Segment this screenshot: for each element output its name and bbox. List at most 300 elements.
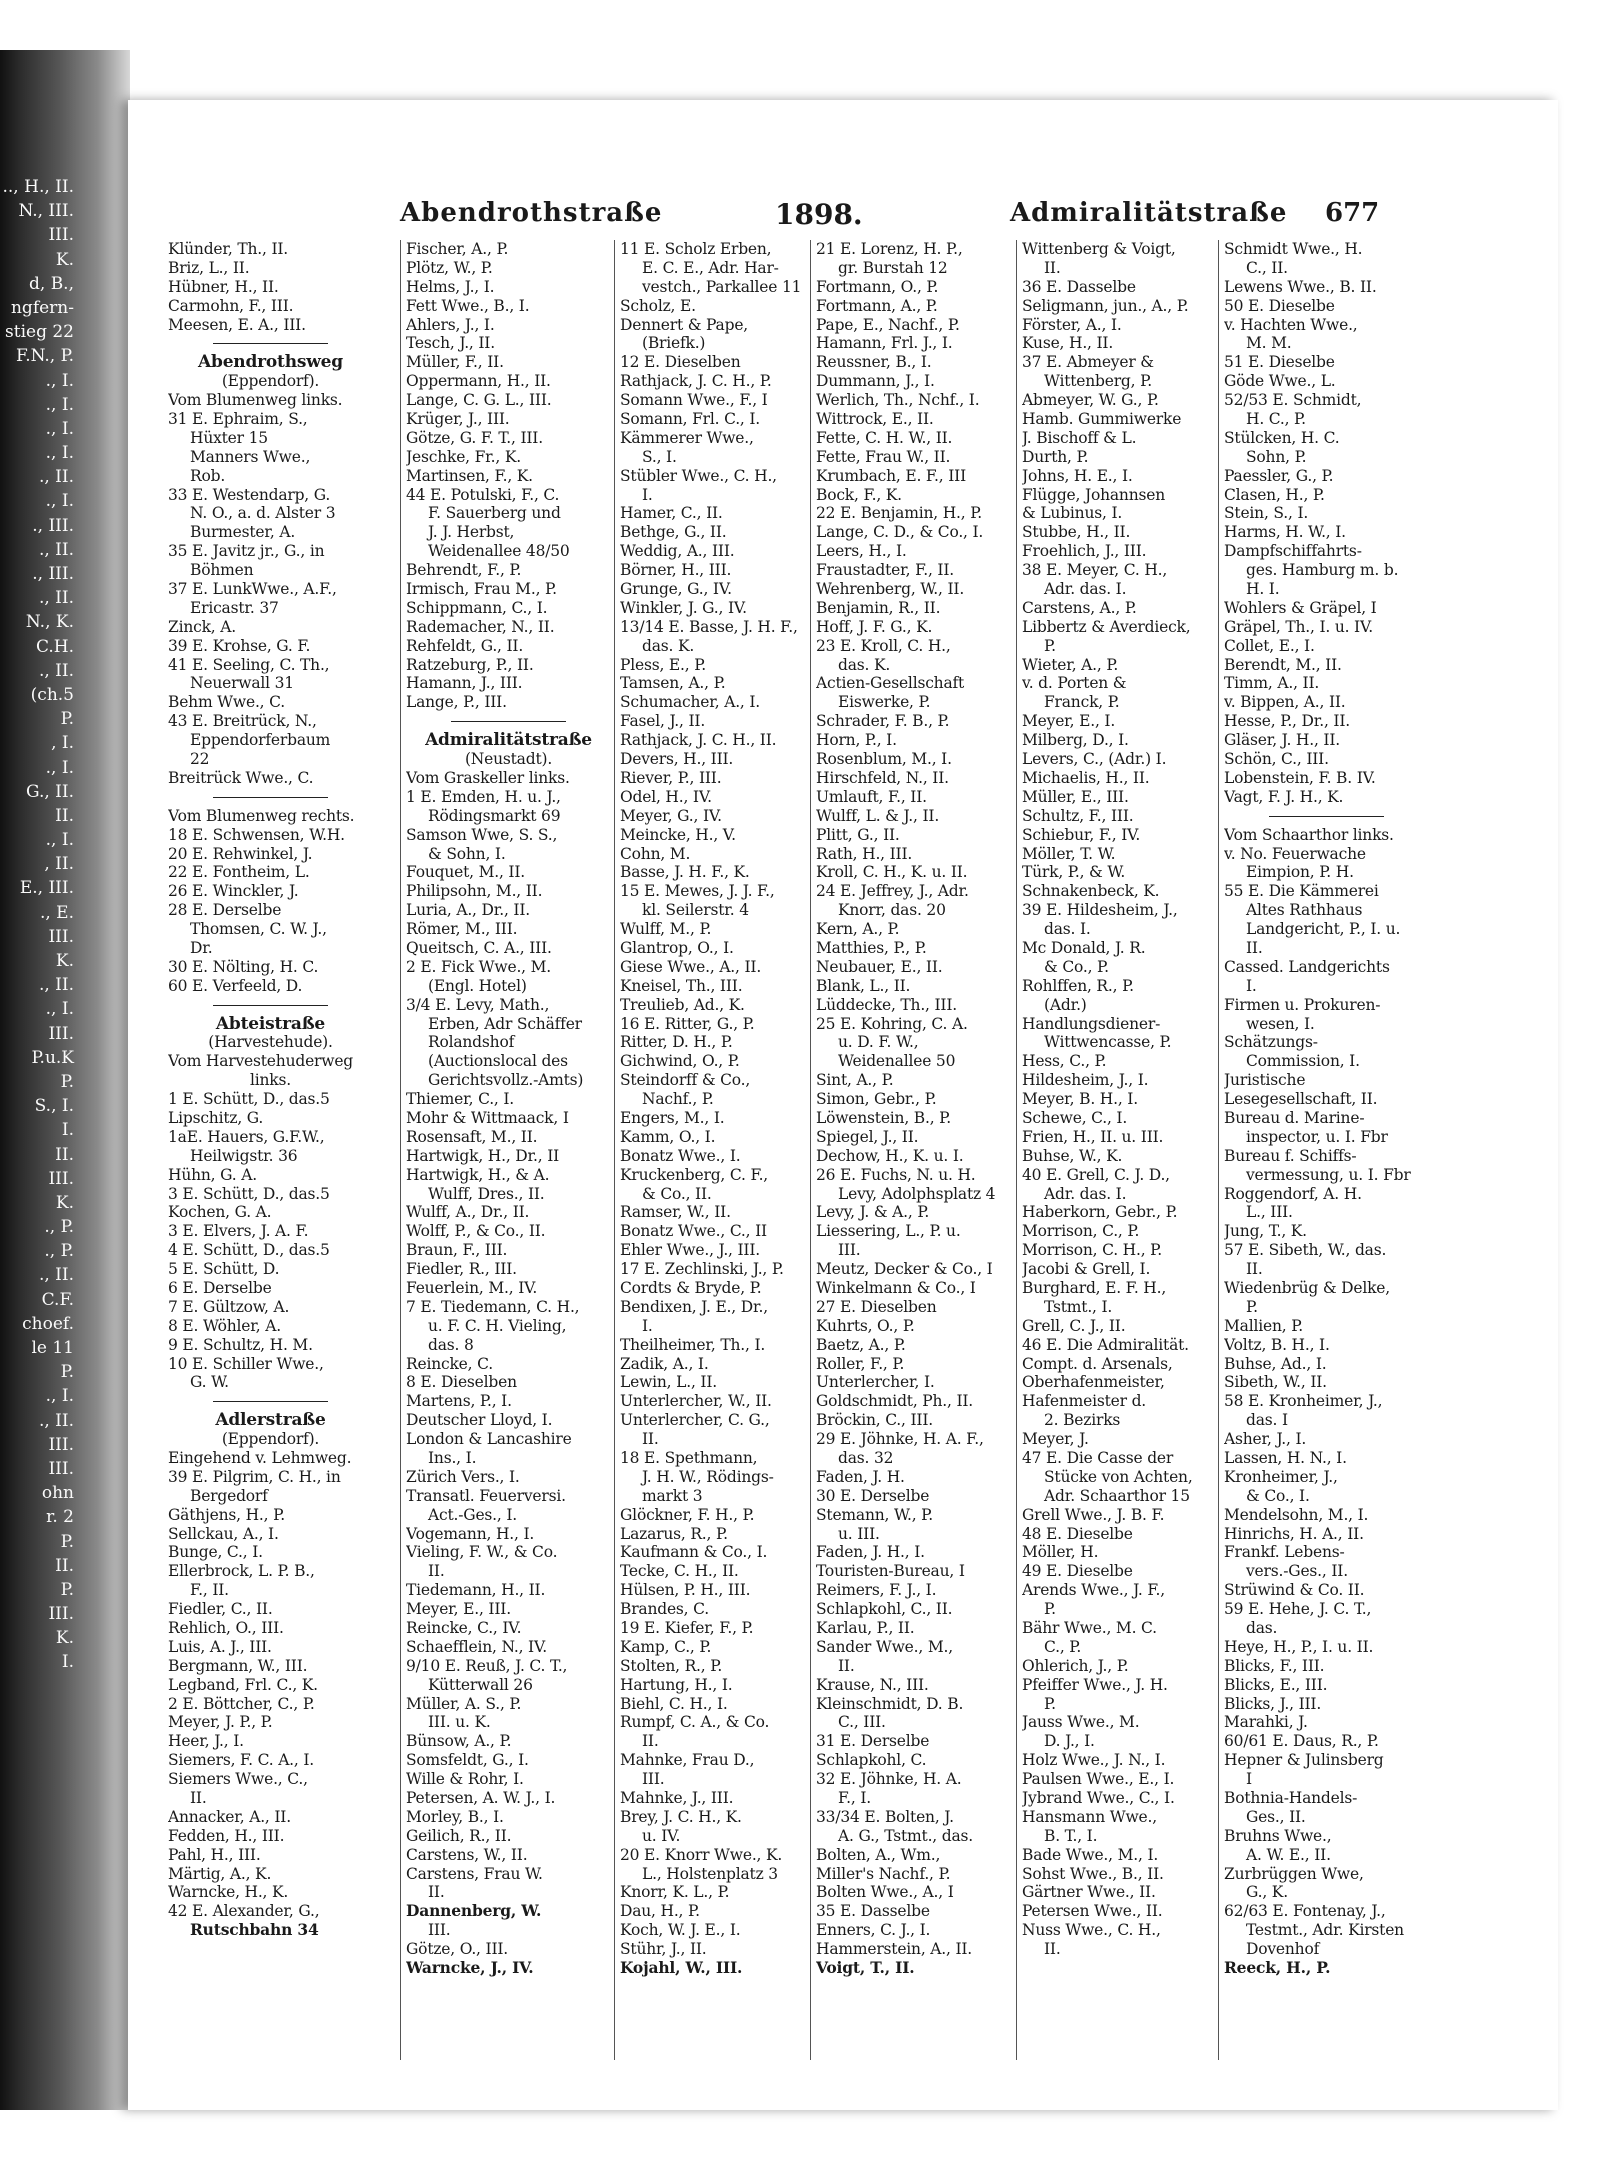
directory-entry: Ericastr. 37	[190, 598, 279, 617]
directory-entry: Umlauft, F., II.	[816, 787, 927, 806]
directory-entry: Schön, C., III.	[1224, 750, 1329, 769]
directory-entry: E. C. E., Adr. Har-	[642, 258, 779, 277]
directory-entry: 12 E. Dieselben	[620, 353, 741, 372]
directory-entry: Pahl, H., III.	[168, 1845, 261, 1864]
directory-entry: F., I.	[838, 1789, 871, 1808]
directory-entry: Kamp, C., P.	[620, 1637, 712, 1656]
directory-entry: Briz, L., II.	[168, 258, 250, 277]
directory-entry: Dechow, H., K. u. I.	[816, 1146, 964, 1165]
directory-entry: Sellckau, A., I.	[168, 1524, 279, 1543]
directory-entry: Reincke, C., IV.	[406, 1619, 522, 1638]
directory-entry: H. C., P.	[1246, 410, 1306, 429]
directory-entry: Abmeyer, W. G., P.	[1022, 391, 1159, 410]
facing-page-fragment: N., III.	[18, 201, 74, 222]
directory-entry: 62/63 E. Fontenay, J.,	[1224, 1902, 1386, 1921]
facing-page-fragment: K.	[55, 1628, 74, 1649]
directory-entry: Hess, C., P.	[1022, 1052, 1107, 1071]
directory-entry: Hartung, H., I.	[620, 1675, 733, 1694]
facing-page-fragment: ., P.	[44, 1217, 74, 1238]
facing-page-fragment: ., III.	[32, 564, 74, 584]
directory-entry: Wehrenberg, W., II.	[816, 580, 965, 599]
directory-entry: wesen, I.	[1246, 1014, 1315, 1033]
facing-page-fragment: III.	[48, 926, 74, 947]
directory-entry: Frien, H., II. u. III.	[1022, 1127, 1164, 1146]
directory-entry: Nuss Wwe., C. H.,	[1022, 1921, 1161, 1940]
directory-entry: M. M.	[1246, 334, 1292, 353]
directory-entry: I	[1246, 1770, 1252, 1789]
directory-entry: 30 E. Nölting, H. C.	[168, 957, 319, 976]
directory-entry: Clasen, H., P.	[1224, 485, 1325, 504]
directory-entry: Paessler, G., P.	[1224, 466, 1334, 485]
directory-entry: 37 E. Abmeyer &	[1022, 353, 1154, 372]
directory-entry: Landgericht, P., I. u.	[1246, 920, 1401, 939]
directory-entry: Lange, P., III.	[406, 693, 507, 712]
directory-entry: Bureau d. Marine-	[1224, 1108, 1365, 1127]
directory-entry: 20 E. Rehwinkel, J.	[168, 844, 313, 863]
directory-entry: II.	[1246, 938, 1263, 957]
directory-entry: Fette, Frau W., II.	[816, 447, 951, 466]
directory-entry: Kronheimer, J.,	[1224, 1467, 1338, 1486]
directory-entry: Fortmann, O., P.	[816, 277, 939, 296]
directory-entry: inspector, u. I. Fbr	[1246, 1127, 1388, 1146]
directory-entry: Touristen-Bureau, I	[816, 1562, 965, 1581]
directory-entry: 8 E. Dieselben	[406, 1373, 517, 1392]
directory-entry: 23 E. Kroll, C. H.,	[816, 636, 951, 655]
directory-entry: Erben, Adr Schäffer	[428, 1014, 582, 1033]
directory-entry: 21 E. Lorenz, H. P.,	[816, 240, 963, 258]
directory-entry: Ges., II.	[1246, 1807, 1306, 1826]
directory-entry: III.	[642, 1770, 665, 1789]
directory-entry: Bunge, C., I.	[168, 1543, 263, 1562]
directory-entry: Weddig, A., III.	[620, 542, 735, 561]
directory-entry: Hildesheim, J., I.	[1022, 1071, 1149, 1090]
directory-column-5	[1022, 240, 1227, 2060]
directory-entry: links.	[250, 1071, 291, 1090]
directory-entry: Werlich, Th., Nchf., I.	[816, 391, 980, 410]
directory-entry: Fischer, A., P.	[406, 240, 509, 258]
directory-entry: 10 E. Schiller Wwe.,	[168, 1354, 324, 1373]
directory-entry: Hartwigk, H., Dr., II	[406, 1146, 560, 1165]
directory-entry: 50 E. Dieselbe	[1224, 296, 1335, 315]
directory-entry: Lazarus, R., P.	[620, 1524, 728, 1543]
facing-page-fragment: ., E.	[39, 902, 74, 923]
directory-entry: (Adr.)	[1044, 995, 1087, 1014]
directory-entry: v. No. Feuerwache	[1224, 844, 1366, 863]
directory-entry: II.	[642, 1732, 659, 1751]
directory-entry: Petersen Wwe., II.	[1022, 1902, 1163, 1921]
directory-entry: Legband, Frl. C., K.	[168, 1675, 318, 1694]
directory-entry: 26 E. Winckler, J.	[168, 882, 299, 901]
directory-entry: Lewens Wwe., B. II.	[1224, 277, 1377, 296]
directory-entry: 8 E. Wöhler, A.	[168, 1316, 281, 1335]
directory-entry: Oberhafenmeister,	[1022, 1373, 1165, 1392]
directory-entry: 37 E. LunkWwe., A.F.,	[168, 580, 337, 599]
directory-entry: Winkelmann & Co., I	[816, 1278, 976, 1297]
directory-entry: Sibeth, W., II.	[1224, 1373, 1327, 1392]
directory-entry: Kern, A., P.	[816, 920, 900, 939]
directory-entry: 3 E. Elvers, J. A. F.	[168, 1222, 309, 1241]
directory-entry: & Co., I.	[1246, 1486, 1310, 1505]
directory-entry: Eiswerke, P.	[838, 693, 931, 712]
directory-entry: Wulff, Dres., II.	[428, 1184, 545, 1203]
directory-entry: das.	[1246, 1619, 1278, 1638]
directory-entry: Rehfeldt, G., II.	[406, 636, 524, 655]
directory-entry: Dannenberg, W.	[406, 1902, 542, 1921]
directory-entry: Müller, F., II.	[406, 353, 504, 372]
directory-entry: B. T., I.	[1044, 1826, 1098, 1845]
facing-page-fragment: I.	[61, 1120, 74, 1141]
directory-entry: Krumbach, E. F., III	[816, 466, 967, 485]
directory-entry: Götze, O., III.	[406, 1940, 509, 1959]
directory-entry: Actien-Gesellschaft	[816, 674, 965, 693]
directory-entry: Manners Wwe.,	[190, 447, 311, 466]
directory-entry: Zurbrüggen Wwe,	[1224, 1864, 1364, 1883]
directory-entry: Plötz, W., P.	[406, 258, 493, 277]
directory-entry: Gäthjens, H., P.	[168, 1505, 285, 1524]
directory-entry: u. IV.	[642, 1826, 681, 1845]
directory-entry: 55 E. Die Kämmerei	[1224, 882, 1379, 901]
facing-page-fragment: ., I.	[45, 1386, 74, 1407]
facing-page-fragment: S., I.	[34, 1096, 74, 1117]
directory-entry: (Eppendorf).	[221, 372, 320, 391]
directory-entry: (Eppendorf).	[221, 1430, 320, 1449]
directory-entry: Marahki, J.	[1224, 1713, 1308, 1732]
directory-entry: Lange, C. G. L., III.	[406, 391, 552, 410]
directory-entry: Kleinschmidt, D. B.	[816, 1694, 964, 1713]
facing-page-fragment: , II.	[44, 854, 74, 875]
directory-entry: Arends Wwe., J. F.,	[1022, 1581, 1165, 1600]
directory-entry: 49 E. Dieselbe	[1022, 1562, 1133, 1581]
directory-entry: Wiedenbrüg & Delke,	[1224, 1278, 1391, 1297]
directory-entry: Eppendorferbaum	[190, 731, 331, 750]
directory-entry: Stubbe, H., II.	[1022, 523, 1131, 542]
directory-entry: Schlapkohl, C., II.	[816, 1600, 953, 1619]
directory-entry: Bothnia-Handels-	[1224, 1789, 1358, 1808]
directory-entry: Cassed. Landgerichts	[1224, 957, 1390, 976]
directory-entry: Dovenhof	[1246, 1940, 1320, 1959]
directory-entry: Commission, I.	[1246, 1052, 1360, 1071]
directory-entry: Leers, H., I.	[816, 542, 907, 561]
directory-entry: 43 E. Breitrück, N.,	[168, 712, 317, 731]
directory-entry: Braun, F., III.	[406, 1241, 508, 1260]
directory-entry: A. W. E., II.	[1246, 1845, 1331, 1864]
directory-entry: Glöckner, F. H., P.	[620, 1505, 755, 1524]
directory-entry: Kütterwall 26	[428, 1675, 533, 1694]
directory-entry: Hansmann Wwe.,	[1022, 1807, 1157, 1826]
directory-entry: Stemann, W., P.	[816, 1505, 933, 1524]
directory-entry: Rathjack, J. C. H., II.	[620, 731, 777, 750]
directory-entry: Biehl, C. H., I.	[620, 1694, 728, 1713]
facing-page-fragment: le 11	[31, 1338, 74, 1358]
directory-entry: Stülcken, H. C.	[1224, 428, 1340, 447]
directory-entry: Brey, J. C. H., K.	[620, 1807, 742, 1826]
directory-entry: 25 E. Kohring, C. A.	[816, 1014, 968, 1033]
facing-page-fragment: ., I.	[45, 443, 74, 464]
directory-entry: u. D. F. W.,	[838, 1033, 919, 1052]
directory-entry: 24 E. Jeffrey, J., Adr.	[816, 882, 969, 901]
directory-entry: Testmt., Adr. Kirsten	[1246, 1921, 1404, 1940]
directory-entry: Winkler, J. G., IV.	[620, 598, 747, 617]
directory-entry: Bergedorf	[190, 1486, 268, 1505]
directory-entry: Meyer, E., I.	[1022, 712, 1116, 731]
directory-entry: 30 E. Derselbe	[816, 1486, 930, 1505]
directory-entry: Faden, J. H., I.	[816, 1543, 925, 1562]
directory-column-3	[620, 240, 825, 2060]
directory-entry: Gräpel, Th., I. u. IV.	[1224, 617, 1373, 636]
directory-entry: Rumpf, C. A., & Co.	[620, 1713, 770, 1732]
directory-entry: Sander Wwe., M.,	[816, 1637, 953, 1656]
directory-entry: Meyer, G., IV.	[620, 806, 722, 825]
facing-page-fragment: P.	[60, 1531, 74, 1552]
directory-entry: Ratzeburg, P., II.	[406, 655, 534, 674]
directory-entry: II.	[1044, 258, 1061, 277]
directory-entry: 41 E. Seeling, C. Th.,	[168, 655, 330, 674]
directory-entry: (Engl. Hotel)	[428, 976, 527, 995]
directory-entry: Tiedemann, H., II.	[406, 1581, 546, 1600]
directory-entry: Martinsen, F., K.	[406, 466, 533, 485]
directory-entry: Meyer, J. P., P.	[168, 1713, 273, 1732]
directory-entry: Bolten, A., Wm.,	[816, 1845, 941, 1864]
directory-entry: Carstens, A., P.	[1022, 598, 1137, 617]
directory-entry: Wittwencasse, P.	[1044, 1033, 1172, 1052]
directory-entry: das. 32	[838, 1449, 894, 1467]
directory-entry: Roggendorf, A. H.	[1224, 1184, 1362, 1203]
directory-entry: Hafenmeister d.	[1022, 1392, 1147, 1411]
directory-entry: 16 E. Ritter, G., P.	[620, 1014, 755, 1033]
directory-entry: L., Holstenplatz 3	[642, 1864, 778, 1883]
directory-entry: Schnakenbeck, K.	[1022, 882, 1160, 901]
directory-entry: Hamb. Gummiwerke	[1022, 410, 1182, 429]
directory-entry: Treulieb, Ad., K.	[620, 995, 745, 1014]
directory-entry: v. d. Porten &	[1022, 674, 1127, 693]
directory-entry: Kojahl, W., III.	[620, 1959, 743, 1978]
directory-entry: Breitrück Wwe., C.	[168, 768, 314, 787]
directory-entry: I.	[642, 1316, 653, 1335]
directory-entry: vermessung, u. I. Fbr	[1246, 1165, 1411, 1184]
directory-entry: 38 E. Meyer, C. H.,	[1022, 561, 1168, 580]
directory-entry: Hoff, J. F. G., K.	[816, 617, 933, 636]
directory-entry: Faden, J. H.	[816, 1467, 905, 1486]
directory-entry: Ramser, W., II.	[620, 1203, 731, 1222]
facing-page-fragment: N., K.	[25, 612, 74, 633]
directory-entry: 60/61 E. Daus, R., P.	[1224, 1732, 1379, 1751]
directory-entry: Neubauer, E., II.	[816, 957, 943, 976]
page-header	[155, 198, 1550, 238]
facing-page-fragment: K.	[55, 1192, 74, 1213]
directory-entry: Collet, E., I.	[1224, 636, 1315, 655]
directory-entry: J. J. Herbst,	[428, 523, 515, 542]
directory-entry: Vagt, F. J. H., K.	[1224, 787, 1344, 806]
directory-entry: Libbertz & Averdieck,	[1022, 617, 1191, 636]
facing-page-fragment: ., II.	[38, 588, 74, 609]
directory-entry: & Co., II.	[642, 1184, 712, 1203]
street-heading: Abteistraße	[215, 1014, 326, 1034]
directory-entry: 11 E. Scholz Erben,	[620, 240, 772, 258]
directory-entry: Timm, A., II.	[1224, 674, 1320, 693]
directory-entry: Milberg, D., I.	[1022, 731, 1129, 750]
facing-page-fragment: ., I.	[45, 757, 74, 778]
facing-page-fragment: ohn	[41, 1483, 74, 1504]
directory-entry: Fortmann, A., P.	[816, 296, 938, 315]
directory-column-2	[406, 240, 611, 2060]
directory-entry: G. W.	[190, 1373, 229, 1392]
directory-entry: Spiegel, J., II.	[816, 1127, 919, 1146]
directory-entry: 22 E. Benjamin, H., P.	[816, 504, 983, 523]
directory-entry: Ahlers, J., I.	[406, 315, 495, 334]
directory-entry: Eimpion, P. H.	[1246, 863, 1354, 882]
column-divider	[1218, 240, 1219, 2060]
directory-entry: Vom Blumenweg links.	[168, 391, 343, 410]
street-heading: Abendrothsweg	[198, 353, 343, 373]
directory-entry: vestch., Parkallee 11	[642, 277, 802, 296]
directory-entry: Ellerbrock, L. P. B.,	[168, 1562, 315, 1581]
directory-entry: Voigt, T., II.	[816, 1959, 915, 1978]
facing-page-fragment: ., II.	[38, 1410, 74, 1431]
directory-entry: 57 E. Sibeth, W., das.	[1224, 1241, 1387, 1260]
directory-entry: Börner, H., III.	[620, 561, 732, 580]
directory-entry: Meutz, Decker & Co., I	[816, 1260, 993, 1279]
directory-entry: Carmohn, F., III.	[168, 296, 294, 315]
directory-entry: Wille & Rohr, I.	[406, 1770, 524, 1789]
directory-entry: Kochen, G. A.	[168, 1203, 272, 1222]
directory-entry: 31 E. Derselbe	[816, 1732, 930, 1751]
directory-entry: Schumacher, A., I.	[620, 693, 761, 712]
directory-entry: Horn, P., I.	[816, 731, 897, 750]
directory-entry: Gläser, J. H., II.	[1224, 731, 1341, 750]
directory-entry: Tamsen, A., P.	[620, 674, 726, 693]
directory-entry: Rosensaft, M., II.	[406, 1127, 538, 1146]
directory-entry: Annacker, A., II.	[168, 1807, 291, 1826]
directory-entry: Gichwind, O., P.	[620, 1052, 740, 1071]
directory-entry: A. G., Tstmt., das.	[838, 1826, 974, 1845]
directory-entry: Burmester, A.	[190, 523, 296, 542]
directory-entry: Kämmerer Wwe.,	[620, 428, 754, 447]
directory-entry: Wittenberg, P.	[1044, 372, 1152, 391]
facing-page-fragment: ., P.	[44, 1241, 74, 1262]
directory-entry: Durth, P.	[1022, 447, 1089, 466]
directory-entry: Adr. das. I.	[1044, 1184, 1127, 1203]
directory-entry: 22 E. Fontheim, L.	[168, 863, 310, 882]
directory-entry: Johns, H. E., I.	[1022, 466, 1133, 485]
directory-entry: Tstmt., I.	[1044, 1297, 1113, 1316]
directory-entry: Fasel, J., II.	[620, 712, 706, 731]
directory-entry: 5 E. Schütt, D.	[168, 1260, 280, 1279]
directory-entry: Philipsohn, M., II.	[406, 882, 543, 901]
facing-page-fragment: ., I.	[45, 830, 74, 851]
directory-entry: Riever, P., III.	[620, 768, 722, 787]
directory-entry: Bade Wwe., M., I.	[1022, 1845, 1159, 1864]
directory-entry: Hepner & Julinsberg	[1224, 1751, 1384, 1770]
directory-entry: Reussner, B., I.	[816, 353, 932, 372]
directory-entry: Hartwigk, H., & A.	[406, 1165, 550, 1184]
directory-entry: 46 E. Die Admiralität.	[1022, 1335, 1189, 1354]
directory-entry: Möller, H.	[1022, 1543, 1099, 1562]
directory-entry: Glantrop, O., I.	[620, 938, 734, 957]
directory-entry: Bureau f. Schiffs-	[1224, 1146, 1357, 1165]
directory-entry: Deutscher Lloyd, I.	[406, 1411, 553, 1430]
directory-entry: 52/53 E. Schmidt,	[1224, 391, 1362, 410]
directory-entry: Kamm, O., I.	[620, 1127, 716, 1146]
directory-entry: Basse, J. H. F., K.	[620, 863, 750, 882]
directory-entry: Bock, F., K.	[816, 485, 902, 504]
directory-entry: Luria, A., Dr., II.	[406, 901, 530, 920]
directory-entry: Vom Blumenweg rechts.	[168, 806, 355, 825]
directory-entry: Cordts & Bryde, P.	[620, 1278, 762, 1297]
header-left-street: Abendrothstraße	[400, 198, 663, 228]
directory-entry: Holz Wwe., J. N., I.	[1022, 1751, 1166, 1770]
directory-entry: Jybrand Wwe., C., I.	[1022, 1789, 1175, 1808]
directory-entry: N. O., a. d. Alster 3	[190, 504, 336, 523]
directory-entry: 17 E. Zechlinski, J., P.	[620, 1260, 784, 1279]
directory-entry: Reincke, C.	[406, 1354, 493, 1373]
directory-entry: Meyer, B. H., I.	[1022, 1090, 1138, 1109]
directory-entry: Stücke von Achten,	[1044, 1467, 1193, 1486]
directory-entry: Morrison, C. H., P.	[1022, 1241, 1162, 1260]
directory-entry: Dennert & Pape,	[620, 315, 749, 334]
directory-entry: 19 E. Kiefer, F., P.	[620, 1619, 754, 1638]
directory-entry: Märtig, A., K.	[168, 1864, 272, 1883]
directory-entry: Rödingsmarkt 69	[428, 806, 561, 825]
section-divider	[406, 712, 611, 731]
directory-entry: Blank, L., II.	[816, 976, 911, 995]
directory-entry: Siemers, F. C. A., I.	[168, 1751, 315, 1770]
directory-entry: 20 E. Knorr Wwe., K.	[620, 1845, 783, 1864]
directory-entry: 2 E. Fick Wwe., M.	[406, 957, 552, 976]
directory-entry: das. 8	[428, 1335, 474, 1354]
directory-entry: das. I.	[1044, 920, 1091, 939]
facing-page-fragment: C.H.	[35, 636, 74, 657]
directory-entry: Knorr, K. L., P.	[620, 1883, 730, 1902]
directory-entry: Engers, M., I.	[620, 1108, 725, 1127]
header-right-street: Admiralitätstraße	[1010, 198, 1288, 228]
directory-entry: Burghard, E. F. H.,	[1022, 1278, 1167, 1297]
directory-entry: Unterlercher, C. G.,	[620, 1411, 770, 1430]
directory-entry: Dampfschiffahrts-	[1224, 542, 1362, 561]
directory-entry: Wittrock, E., II.	[816, 410, 934, 429]
directory-entry: Scholz, E.	[620, 296, 696, 315]
directory-entry: Ohlerich, J., P.	[1022, 1656, 1129, 1675]
directory-entry: London & Lancashire	[406, 1430, 572, 1449]
directory-entry: Gärtner Wwe., II.	[1022, 1883, 1156, 1902]
directory-entry: Lüddecke, Th., III.	[816, 995, 957, 1014]
facing-page-fragment: ., II.	[38, 660, 74, 681]
directory-entry: Rutschbahn 34	[190, 1921, 319, 1940]
directory-entry: 39 E. Hildesheim, J.,	[1022, 901, 1178, 920]
directory-entry: Voltz, B. H., I.	[1224, 1335, 1330, 1354]
directory-entry: Luis, A. J., III.	[168, 1637, 272, 1656]
directory-entry: Plitt, G., II.	[816, 825, 900, 844]
directory-entry: Mendelsohn, M., I.	[1224, 1505, 1369, 1524]
directory-entry: Liessering, L., P. u.	[816, 1222, 961, 1241]
directory-entry: Grunge, G., IV.	[620, 580, 732, 599]
directory-entry: Frankf. Lebens-	[1224, 1543, 1345, 1562]
directory-entry: Morrison, C., P.	[1022, 1222, 1140, 1241]
directory-entry: Möller, T. W.	[1022, 844, 1116, 863]
directory-entry: Eingehend v. Lehmweg.	[168, 1449, 352, 1467]
facing-page-fragment: P.	[60, 1071, 74, 1092]
directory-entry: Jauss Wwe., M.	[1022, 1713, 1140, 1732]
section-divider	[168, 1392, 373, 1411]
directory-entry: Lesegesellschaft, II.	[1224, 1090, 1378, 1109]
directory-entry: Carstens, W., II.	[406, 1845, 528, 1864]
directory-entry: Vogemann, H., I.	[406, 1524, 535, 1543]
facing-page-fragment: E., III.	[19, 878, 74, 899]
directory-entry: (Briefk.)	[642, 334, 706, 353]
directory-entry: 60 E. Verfeeld, D.	[168, 976, 303, 995]
facing-page-fragment: III.	[48, 1434, 74, 1455]
facing-page-fragment: P.	[60, 709, 74, 730]
directory-entry: Rohlffen, R., P.	[1022, 976, 1134, 995]
